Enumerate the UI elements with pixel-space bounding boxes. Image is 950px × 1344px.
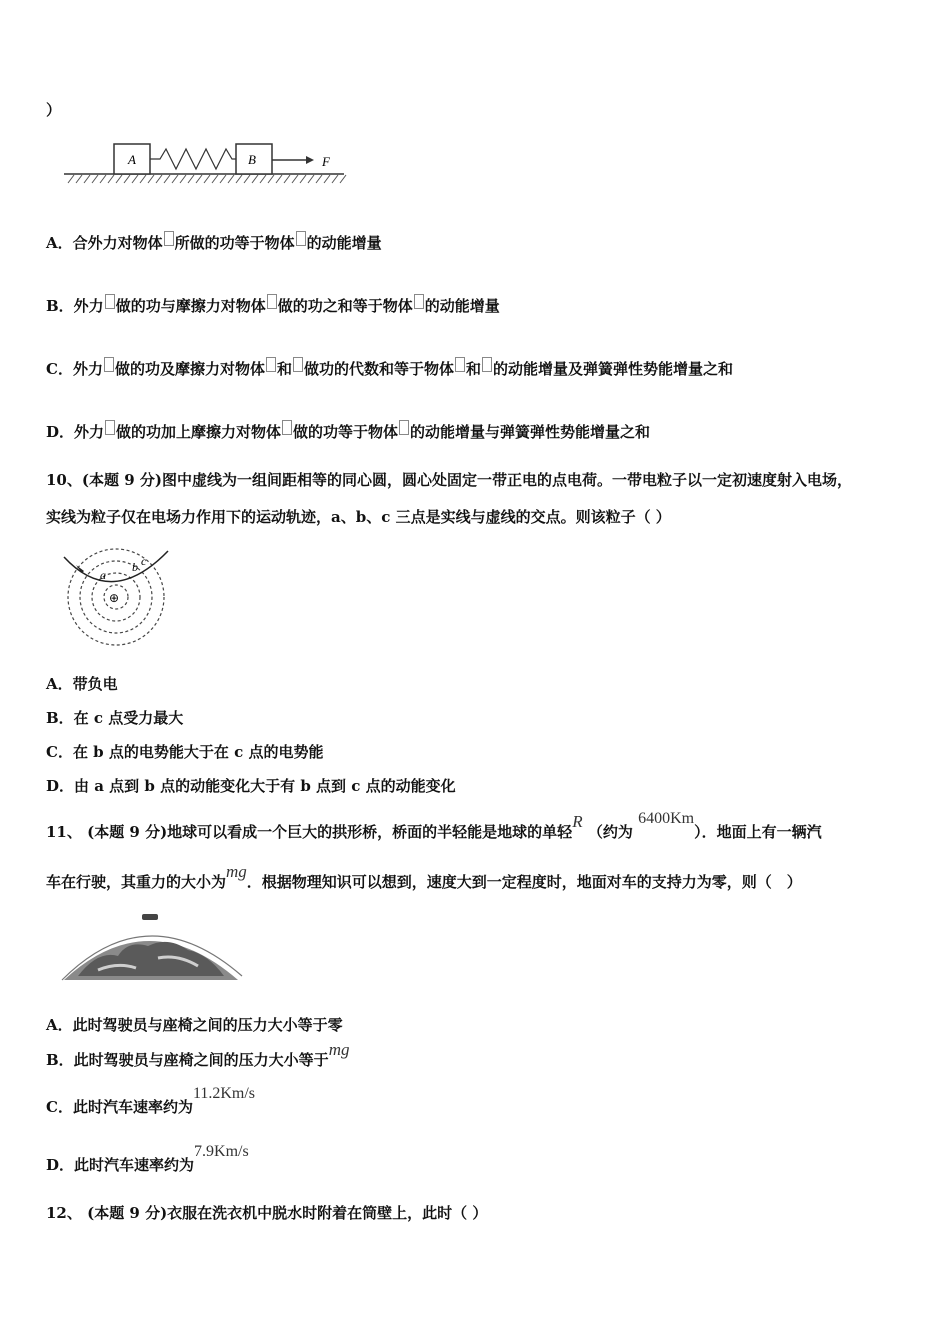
q11-option-c: C．此时汽车速率约为11.2Km/s bbox=[46, 1085, 256, 1116]
block-b-label: B bbox=[248, 152, 256, 167]
q12-stem: 12、 (本题 9 分)衣服在洗衣机中脱水时附着在筒壁上，此时（ ） bbox=[46, 1204, 488, 1222]
q11-stem-line-1: 11、 (本题 9 分)地球可以看成一个巨大的拱形桥，桥面的半轻能是地球的单轻R （约为 6400Km）．地面上有一辆汽 bbox=[46, 810, 822, 841]
point-a-label: a bbox=[100, 568, 106, 582]
force-label: F bbox=[322, 154, 330, 169]
q10-stem-line-1: 10、(本题 9 分)图中虚线为一组间距相等的同心圆，圆心处固定一带正电的点电荷。一带电粒子以一定初速度射入电场， bbox=[46, 471, 852, 489]
q10-option-c: C．在 b 点的电势能大于在 c 点的电势能 bbox=[46, 743, 324, 761]
missing-glyph-box bbox=[266, 357, 276, 372]
speed-value: 7.9Km/s bbox=[194, 1143, 249, 1160]
point-b-label: b bbox=[132, 560, 138, 574]
missing-glyph-box bbox=[455, 357, 465, 372]
car-on-bridge bbox=[142, 914, 158, 920]
q11-option-d: D．此时汽车速率约为7.9Km/s bbox=[46, 1143, 249, 1174]
spring-blocks-figure bbox=[60, 138, 380, 198]
q9-option-a: A．合外力对物体 所做的功等于物体 的动能增量 bbox=[46, 231, 382, 253]
ground-hatching bbox=[68, 175, 346, 183]
missing-glyph-box bbox=[482, 357, 492, 372]
q10-option-a: A．带负电 bbox=[46, 675, 118, 693]
radius-symbol: R bbox=[572, 812, 583, 831]
block-a-label: A bbox=[128, 152, 136, 167]
missing-glyph-box bbox=[267, 294, 277, 309]
missing-glyph-box bbox=[105, 294, 115, 309]
q11-stem-line-2: 车在行驶，其重力的大小为mg．根据物理知识可以想到，速度大到一定程度时，地面对车的支持力为零，则（ ） bbox=[46, 862, 802, 891]
earth-continents bbox=[78, 942, 224, 976]
q10-option-d: D．由 a 点到 b 点的动能变化大于有 b 点到 c 点的动能变化 bbox=[46, 777, 456, 795]
missing-glyph-box bbox=[293, 357, 303, 372]
positive-charge-symbol: ⊕ bbox=[109, 591, 120, 605]
missing-glyph-box bbox=[414, 294, 424, 309]
speed-value: 11.2Km/s bbox=[192, 1085, 256, 1102]
point-c-label: c bbox=[141, 554, 147, 568]
q10-option-b: B．在 c 点受力最大 bbox=[46, 709, 184, 727]
missing-glyph-box bbox=[282, 420, 292, 435]
weight-symbol: mg bbox=[328, 1040, 350, 1059]
q9-option-b: B．外力 做的功与摩擦力对物体 做的功之和等于物体 的动能增量 bbox=[46, 294, 500, 316]
concentric-circles-figure bbox=[46, 537, 192, 659]
weight-symbol: mg bbox=[226, 862, 247, 881]
spring bbox=[150, 149, 236, 169]
missing-glyph-box bbox=[164, 231, 174, 246]
earth-arch-bridge-figure bbox=[58, 910, 248, 982]
q11-option-b: B．此时驾驶员与座椅之间的压力大小等于mg bbox=[46, 1040, 350, 1069]
missing-glyph-box bbox=[105, 420, 115, 435]
missing-glyph-box bbox=[104, 357, 114, 372]
q10-stem-line-2: 实线为粒子仅在电场力作用下的运动轨迹，a、b、c 三点是实线与虚线的交点。则该粒子（ ） bbox=[46, 508, 671, 526]
force-arrowhead bbox=[306, 156, 314, 164]
q9-stem-tail: ） bbox=[46, 101, 62, 119]
missing-glyph-box bbox=[399, 420, 409, 435]
q9-option-d: D．外力 做的功加上摩擦力对物体 做的功等于物体 的动能增量与弹簧弹性势能增量之和 bbox=[46, 420, 650, 442]
q11-option-a: A．此时驾驶员与座椅之间的压力大小等于零 bbox=[46, 1016, 343, 1034]
q9-option-c: C．外力 做的功及摩擦力对物体 和 做功的代数和等于物体 和 的动能增量及弹簧弹性势能增量之和 bbox=[46, 357, 733, 379]
earth-radius-value: 6400Km bbox=[638, 810, 695, 827]
missing-glyph-box bbox=[296, 231, 306, 246]
